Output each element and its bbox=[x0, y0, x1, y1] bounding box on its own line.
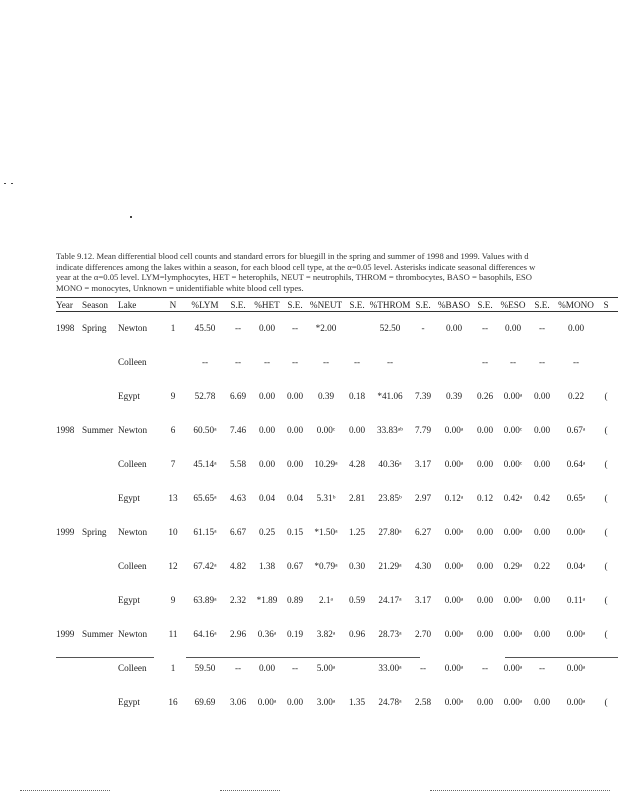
page-footer-marks bbox=[430, 790, 610, 791]
table-cell: Newton bbox=[118, 527, 148, 537]
table-cell: 0.00ᵃ bbox=[444, 425, 464, 435]
table-cell: 0.00ᶜ bbox=[503, 425, 523, 435]
table-cell: 4.30 bbox=[414, 561, 432, 571]
table-cell: 1.25 bbox=[348, 527, 366, 537]
table-cell: 0.19 bbox=[286, 629, 304, 639]
table-cell: 0.00 bbox=[258, 323, 276, 333]
table-cell: -- bbox=[234, 663, 242, 673]
table-cell: -- bbox=[572, 357, 580, 367]
table-cell: 0.00 bbox=[258, 425, 276, 435]
table-cell: 2.58 bbox=[414, 697, 432, 707]
table-cell: 0.26 bbox=[476, 391, 494, 401]
table-cell: -- bbox=[322, 357, 330, 367]
table-cell: 0.18 bbox=[348, 391, 366, 401]
table-cell: 0.00 bbox=[504, 323, 522, 333]
table-cell: 3.17 bbox=[414, 595, 432, 605]
table-cell: 0.00ᶜ bbox=[316, 425, 336, 435]
table-cell: *41.06 bbox=[377, 391, 403, 401]
caption-line: MONO = monocytes, Unknown = unidentifiable white blood cell types. bbox=[56, 282, 304, 293]
table-cell: - bbox=[421, 323, 425, 333]
table-cell: *0.79ᵃ bbox=[314, 561, 338, 571]
table-cell: 0.00 bbox=[533, 459, 551, 469]
table-cell bbox=[56, 549, 82, 583]
table-cell: Spring bbox=[82, 323, 107, 333]
table-cell: Colleen bbox=[118, 459, 147, 469]
table-cell: 40.36ᵃ bbox=[378, 459, 402, 469]
table-cell: 0.00ᵃ bbox=[444, 697, 464, 707]
table-cell: 4.63 bbox=[229, 493, 247, 503]
table-cell: 0.00ᵃ bbox=[503, 697, 523, 707]
column-header: %THROM bbox=[369, 300, 411, 310]
table-cell: Colleen bbox=[118, 357, 147, 367]
caption-line: Table 9.12. Mean differential blood cell counts and standard errors for bluegill in the spring and summer of 1998 and 1999. Values with d bbox=[56, 251, 529, 261]
table-cell bbox=[82, 481, 118, 515]
table-cell bbox=[412, 345, 434, 379]
table-cell: 0.00ᵃ bbox=[444, 629, 464, 639]
table-cell: 24.17ᵃ bbox=[378, 595, 402, 605]
table-cell: Egypt bbox=[118, 391, 140, 401]
table-cell: 0.00ᵃ bbox=[444, 663, 464, 673]
table-cell: -- bbox=[538, 323, 546, 333]
table-cell: 2.97 bbox=[414, 493, 432, 503]
table-cell: 1.38 bbox=[258, 561, 276, 571]
header-top-rule bbox=[56, 297, 618, 298]
table-row bbox=[56, 481, 614, 515]
table-cell: 10.29ᵃ bbox=[314, 459, 338, 469]
table-cell: 0.00 bbox=[567, 323, 585, 333]
column-header: S.E. bbox=[287, 300, 303, 310]
table-cell: 0.00 bbox=[476, 527, 494, 537]
table-row bbox=[56, 345, 614, 379]
table-cell: 0.00ᶜ bbox=[503, 459, 523, 469]
table-cell: 7.79 bbox=[414, 425, 432, 435]
table-cell: 2.1ᵃ bbox=[319, 595, 333, 605]
column-header: S.E. bbox=[477, 300, 493, 310]
table-cell: 2.81 bbox=[348, 493, 366, 503]
table-cell: 0.00ᵃ bbox=[566, 697, 586, 707]
table-cell: 23.85ᵇ bbox=[378, 493, 402, 503]
table-cell: 0.00ᵃ bbox=[566, 527, 586, 537]
table-cell: 0.15 bbox=[286, 527, 304, 537]
table-cell bbox=[56, 379, 82, 413]
table-cell: 0.00 bbox=[476, 595, 494, 605]
table-cell: 1998 bbox=[56, 323, 75, 333]
table-cell: 0.42 bbox=[533, 493, 551, 503]
table-cell: 0.00 bbox=[258, 663, 276, 673]
table-cell: 1998 bbox=[56, 425, 75, 435]
table-cell: 0.00ᵃ bbox=[444, 459, 464, 469]
table-cell bbox=[82, 549, 118, 583]
table-cell: -- bbox=[353, 357, 361, 367]
table-bottom-rule bbox=[505, 657, 618, 658]
table-cell bbox=[434, 345, 474, 379]
table-cell: Egypt bbox=[118, 595, 140, 605]
table-cell: 5.00ᵃ bbox=[316, 663, 336, 673]
table-cell: 61.15ᵃ bbox=[193, 527, 217, 537]
scan-speck bbox=[130, 216, 132, 218]
table-bottom-rule bbox=[56, 657, 154, 658]
table-cell: -- bbox=[234, 357, 242, 367]
table-cell: 0.00ᵃ bbox=[257, 697, 277, 707]
table-cell: 33.83ᵃᵇ bbox=[376, 425, 404, 435]
table-cell bbox=[598, 345, 614, 379]
table-cell: 0.00 bbox=[286, 697, 304, 707]
table-cell: 0.89 bbox=[286, 595, 304, 605]
table-cell bbox=[56, 685, 82, 719]
table-cell: 1 bbox=[170, 663, 176, 673]
table-cell: ( bbox=[604, 561, 608, 571]
table-cell: 0.00 bbox=[445, 323, 463, 333]
table-cell: 52.78 bbox=[194, 391, 216, 401]
table-cell: 16 bbox=[168, 697, 178, 707]
scan-speck bbox=[11, 183, 13, 184]
caption-line: indicate differences among the lakes within a season, for each blood cell type, at the α=0.05 level. Asterisks indicate seasonal differences w bbox=[56, 261, 536, 272]
table-cell: -- bbox=[481, 663, 489, 673]
table-cell: 0.00 bbox=[533, 697, 551, 707]
table-cell: 0.00ᵃ bbox=[444, 595, 464, 605]
table-cell bbox=[82, 447, 118, 481]
table-cell: 11 bbox=[168, 629, 178, 639]
table-cell: *1.50ᵃ bbox=[314, 527, 338, 537]
table-cell: 0.29ᵃ bbox=[503, 561, 523, 571]
table-cell: 0.65ᵃ bbox=[566, 493, 586, 503]
table-cell: 0.00 bbox=[533, 527, 551, 537]
table-cell: 0.00 bbox=[476, 697, 494, 707]
table-cell: -- bbox=[481, 357, 489, 367]
table-cell: 9 bbox=[170, 391, 176, 401]
table-cell: Summer bbox=[82, 425, 114, 435]
table-cell: Egypt bbox=[118, 697, 140, 707]
table-cell: 0.22 bbox=[567, 391, 585, 401]
table-cell: 0.00 bbox=[476, 459, 494, 469]
table-cell: 0.00 bbox=[533, 595, 551, 605]
table-cell: 0.00ᵃ bbox=[503, 629, 523, 639]
table-cell: 4.28 bbox=[348, 459, 366, 469]
table-cell: Newton bbox=[118, 629, 148, 639]
table-cell: -- bbox=[201, 357, 209, 367]
table-cell: 0.00 bbox=[476, 561, 494, 571]
table-cell: 6.69 bbox=[229, 391, 247, 401]
column-header: Season bbox=[82, 300, 109, 310]
table-cell: 52.50 bbox=[379, 323, 401, 333]
table-row bbox=[56, 413, 614, 447]
table-cell: 21.29ᵃ bbox=[378, 561, 402, 571]
table-cell: ( bbox=[604, 527, 608, 537]
table-cell: 0.12ᵃ bbox=[444, 493, 464, 503]
table-cell: 10 bbox=[168, 527, 178, 537]
scan-speck bbox=[4, 183, 6, 184]
table-cell: -- bbox=[291, 357, 299, 367]
table-header-row bbox=[56, 299, 614, 311]
table-cell: 0.59 bbox=[348, 595, 366, 605]
table-cell: 1.35 bbox=[348, 697, 366, 707]
column-header: %NEUT bbox=[309, 300, 343, 310]
table-cell: 5.58 bbox=[229, 459, 247, 469]
table-cell: 63.89ᵃ bbox=[193, 595, 217, 605]
table-cell: 69.69 bbox=[194, 697, 216, 707]
table-cell: 0.00ᵃ bbox=[566, 629, 586, 639]
table-row bbox=[56, 379, 614, 413]
table-cell: *1.89 bbox=[256, 595, 278, 605]
table-cell: 27.80ᵃ bbox=[378, 527, 402, 537]
table-cell: 3.00ᵃ bbox=[316, 697, 336, 707]
table-cell: 3.06 bbox=[229, 697, 247, 707]
table-cell: 0.00 bbox=[533, 629, 551, 639]
table-cell: 65.65ᵃ bbox=[193, 493, 217, 503]
table-cell: 0.12 bbox=[476, 493, 494, 503]
table-cell: 1999 bbox=[56, 629, 75, 639]
table-cell: 0.00 bbox=[286, 459, 304, 469]
table-cell: -- bbox=[509, 357, 517, 367]
table-cell: Colleen bbox=[118, 561, 147, 571]
column-header: %ESO bbox=[500, 300, 526, 310]
table-row bbox=[56, 447, 614, 481]
table-cell: 0.04 bbox=[286, 493, 304, 503]
table-cell: 7.46 bbox=[229, 425, 247, 435]
column-header: S.E. bbox=[415, 300, 431, 310]
table-cell: -- bbox=[263, 357, 271, 367]
table-cell: 6.27 bbox=[414, 527, 432, 537]
table-cell: 0.67 bbox=[286, 561, 304, 571]
table-cell: 9 bbox=[170, 595, 176, 605]
column-header: Year bbox=[56, 300, 73, 310]
table-cell: 0.00ᵃ bbox=[444, 527, 464, 537]
table-cell: ( bbox=[604, 493, 608, 503]
table-cell: -- bbox=[538, 357, 546, 367]
table-row bbox=[56, 583, 614, 617]
table-bottom-rule bbox=[186, 657, 420, 658]
table-cell: ( bbox=[604, 629, 608, 639]
table-cell: -- bbox=[291, 663, 299, 673]
table-row bbox=[56, 617, 614, 651]
table-cell bbox=[346, 311, 368, 345]
table-cell: Colleen bbox=[118, 663, 147, 673]
table-cell: Summer bbox=[82, 629, 114, 639]
column-header: %MONO bbox=[558, 300, 594, 310]
table-cell: 0.00ᵃ bbox=[503, 527, 523, 537]
table-cell: -- bbox=[481, 323, 489, 333]
column-header: S.E. bbox=[349, 300, 365, 310]
table-cell: 0.00 bbox=[286, 425, 304, 435]
table-cell bbox=[598, 311, 614, 345]
table-cell: 0.67ᵃ bbox=[566, 425, 586, 435]
table-cell: ( bbox=[604, 595, 608, 605]
table-cell: 4.82 bbox=[229, 561, 247, 571]
table-cell: 67.42ᵃ bbox=[193, 561, 217, 571]
table-cell bbox=[56, 447, 82, 481]
table-row bbox=[56, 685, 614, 719]
table-cell: 1 bbox=[170, 323, 176, 333]
table-cell: 0.30 bbox=[348, 561, 366, 571]
table-cell bbox=[162, 345, 184, 379]
table-cell bbox=[56, 481, 82, 515]
table-cell: ( bbox=[604, 425, 608, 435]
blood-cell-table bbox=[56, 299, 614, 719]
column-header: N bbox=[169, 300, 177, 310]
table-cell: Spring bbox=[82, 527, 107, 537]
table-cell: 0.00ᵃ bbox=[503, 663, 523, 673]
table-cell: 12 bbox=[168, 561, 178, 571]
table-cell: -- bbox=[234, 323, 242, 333]
table-cell: Egypt bbox=[118, 493, 140, 503]
table-cell: 2.96 bbox=[229, 629, 247, 639]
column-header: %HET bbox=[254, 300, 280, 310]
table-row bbox=[56, 515, 614, 549]
table-cell: 0.04 bbox=[258, 493, 276, 503]
table-cell: 13 bbox=[168, 493, 178, 503]
table-cell: 0.00 bbox=[533, 391, 551, 401]
table-cell bbox=[56, 345, 82, 379]
table-cell: -- bbox=[419, 663, 427, 673]
table-cell: 0.00 bbox=[476, 425, 494, 435]
table-cell: 45.14ᵃ bbox=[193, 459, 217, 469]
table-cell: 3.82ᵃ bbox=[316, 629, 336, 639]
table-cell: 59.50 bbox=[194, 663, 216, 673]
table-cell: 28.73ᵃ bbox=[378, 629, 402, 639]
table-cell: ( bbox=[604, 697, 608, 707]
table-cell: 0.00ᵃ bbox=[503, 595, 523, 605]
column-header: Lake bbox=[118, 300, 137, 310]
table-cell: ( bbox=[604, 459, 608, 469]
table-cell: 0.00 bbox=[476, 629, 494, 639]
caption-line: year at the α=0.05 level. LYM=lymphocytes, HET = heterophils, NEUT = neutrophils, THROM = thrombocytes, BASO = basophils, ESO bbox=[56, 272, 532, 282]
table-cell: 45.50 bbox=[194, 323, 216, 333]
table-cell: ( bbox=[604, 391, 608, 401]
table-cell: Newton bbox=[118, 323, 148, 333]
table-cell: 0.11ᵃ bbox=[566, 595, 586, 605]
column-header: S bbox=[603, 300, 609, 310]
table-cell: 33.00ᵃ bbox=[378, 663, 402, 673]
table-cell: 1999 bbox=[56, 527, 75, 537]
table-row bbox=[56, 311, 614, 345]
table-cell: 0.36ᵃ bbox=[257, 629, 277, 639]
column-header: S.E. bbox=[534, 300, 550, 310]
table-cell: 6 bbox=[170, 425, 176, 435]
table-cell bbox=[82, 379, 118, 413]
table-cell: 0.00ᵃ bbox=[503, 391, 523, 401]
table-cell bbox=[56, 583, 82, 617]
table-cell: 0.96 bbox=[348, 629, 366, 639]
column-header: %LYM bbox=[191, 300, 219, 310]
table-cell: 0.22 bbox=[533, 561, 551, 571]
table-cell: 7.39 bbox=[414, 391, 432, 401]
page-footer-marks bbox=[20, 790, 110, 791]
table-cell: 2.70 bbox=[414, 629, 432, 639]
table-cell: *2.00 bbox=[315, 323, 337, 333]
table-cell: 64.16ᵃ bbox=[193, 629, 217, 639]
table-cell: 0.00ᵃ bbox=[566, 663, 586, 673]
table-cell: 0.00 bbox=[258, 459, 276, 469]
table-cell: 0.00 bbox=[286, 391, 304, 401]
table-cell: 6.67 bbox=[229, 527, 247, 537]
table-cell bbox=[82, 685, 118, 719]
table-cell: 3.17 bbox=[414, 459, 432, 469]
table-cell: Newton bbox=[118, 425, 148, 435]
table-cell bbox=[82, 345, 118, 379]
table-cell: 0.25 bbox=[258, 527, 276, 537]
table-cell: 0.00 bbox=[348, 425, 366, 435]
table-cell: 7 bbox=[170, 459, 176, 469]
table-cell: 24.78ᵃ bbox=[378, 697, 402, 707]
table-cell: 0.04ᵃ bbox=[566, 561, 586, 571]
table-cell: -- bbox=[291, 323, 299, 333]
table-cell: 0.00ᵃ bbox=[444, 561, 464, 571]
table-cell: -- bbox=[386, 357, 394, 367]
table-cell: 5.31ᵇ bbox=[316, 493, 336, 503]
table-cell: 0.42ᵃ bbox=[503, 493, 523, 503]
table-cell: 0.39 bbox=[317, 391, 335, 401]
table-cell: -- bbox=[538, 663, 546, 673]
table-cell: 60.50ᵃ bbox=[193, 425, 217, 435]
table-caption bbox=[56, 251, 618, 293]
table-cell: 0.00 bbox=[258, 391, 276, 401]
table-cell: 2.32 bbox=[229, 595, 247, 605]
page-footer-marks bbox=[220, 790, 280, 791]
table-row bbox=[56, 549, 614, 583]
table-cell: 0.00 bbox=[533, 425, 551, 435]
table-cell: 0.64ᵃ bbox=[566, 459, 586, 469]
table-cell: 0.39 bbox=[445, 391, 463, 401]
table-cell bbox=[82, 583, 118, 617]
column-header: %BASO bbox=[437, 300, 471, 310]
column-header: S.E. bbox=[230, 300, 246, 310]
